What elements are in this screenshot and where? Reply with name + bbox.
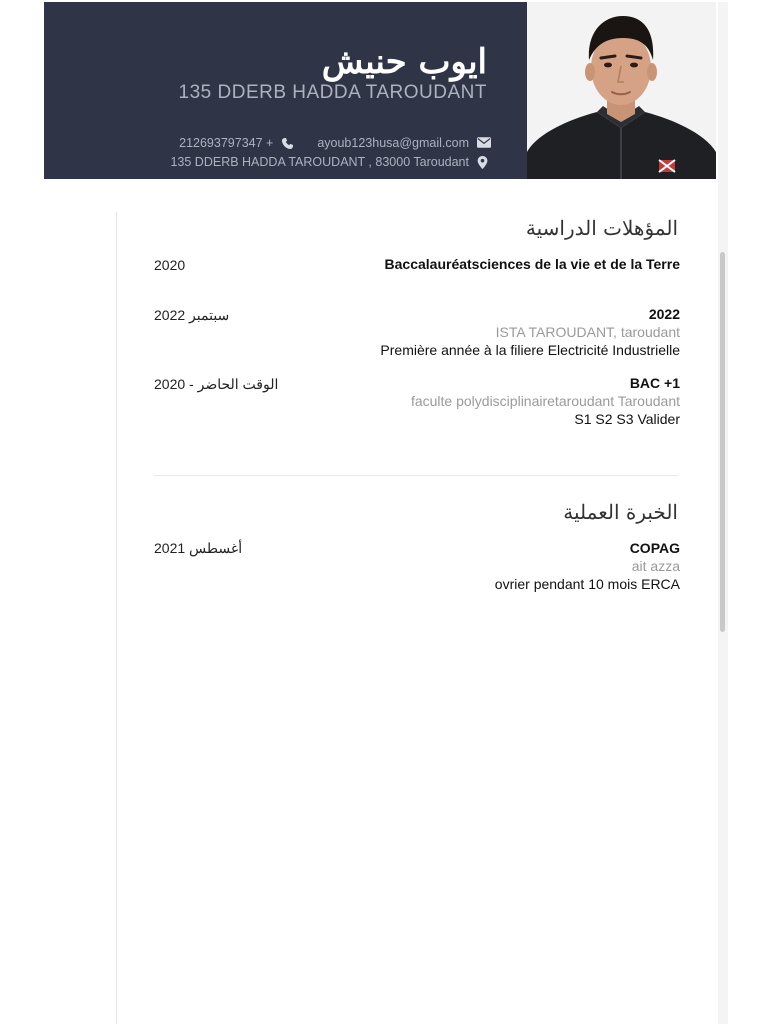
education-entry-2-description: Première année à la filiere Electricité Industrielle — [380, 342, 680, 358]
education-entry-1-date: 2020 — [154, 257, 186, 273]
education-entry-3-date: 2020 - الوقت الحاضر — [154, 376, 279, 392]
candidate-subtitle: 135 DDERB HADDA TAROUDANT — [178, 82, 487, 103]
education-entry-1-title: Baccalauréatsciences de la vie et de la Terre — [384, 256, 680, 272]
address-text: 135 DDERB HADDA TAROUDANT , 83000 Taroudant — [170, 155, 469, 169]
contact-email — [317, 136, 491, 150]
education-entry-2-title: 2022 — [648, 306, 680, 322]
phone-text: 212693797347 + — [179, 136, 274, 150]
education-entry-2-institution: ISTA TAROUDANT, taroudant — [495, 324, 680, 340]
candidate-name: ايوب حنيش — [321, 42, 487, 82]
envelope-icon — [477, 137, 491, 149]
experience-entry-1-description: ovrier pendant 10 mois ERCA — [494, 576, 680, 592]
contact-row-address — [170, 155, 491, 169]
section-divider — [154, 475, 678, 476]
contact-phone — [179, 136, 295, 150]
education-section-title: المؤهلات الدراسية — [525, 216, 678, 240]
education-entry-3-institution: faculte polydisciplinairetaroudant Taroudant — [410, 393, 680, 409]
experience-entry-1-company: ait azza — [631, 558, 680, 574]
contact-row-primary — [179, 136, 491, 150]
experience-section-title: الخبرة العملية — [563, 500, 678, 524]
experience-entry-1-date: أغسطس 2021 — [154, 540, 243, 556]
contact-address — [170, 155, 491, 169]
email-text[interactable]: ayoub123husa@gmail.com — [317, 136, 469, 150]
scrollbar-thumb[interactable] — [720, 252, 725, 632]
education-entry-3-description: S1 S2 S3 Valider — [574, 411, 680, 427]
phone-icon — [281, 137, 295, 149]
education-entry-3-title: BAC +1 — [629, 375, 680, 391]
education-entry-2-date: سبتمبر 2022 — [154, 307, 230, 323]
experience-entry-1-title: COPAG — [629, 540, 680, 556]
map-marker-icon — [477, 156, 491, 168]
resume-header — [44, 2, 527, 179]
profile-photo — [527, 2, 716, 179]
